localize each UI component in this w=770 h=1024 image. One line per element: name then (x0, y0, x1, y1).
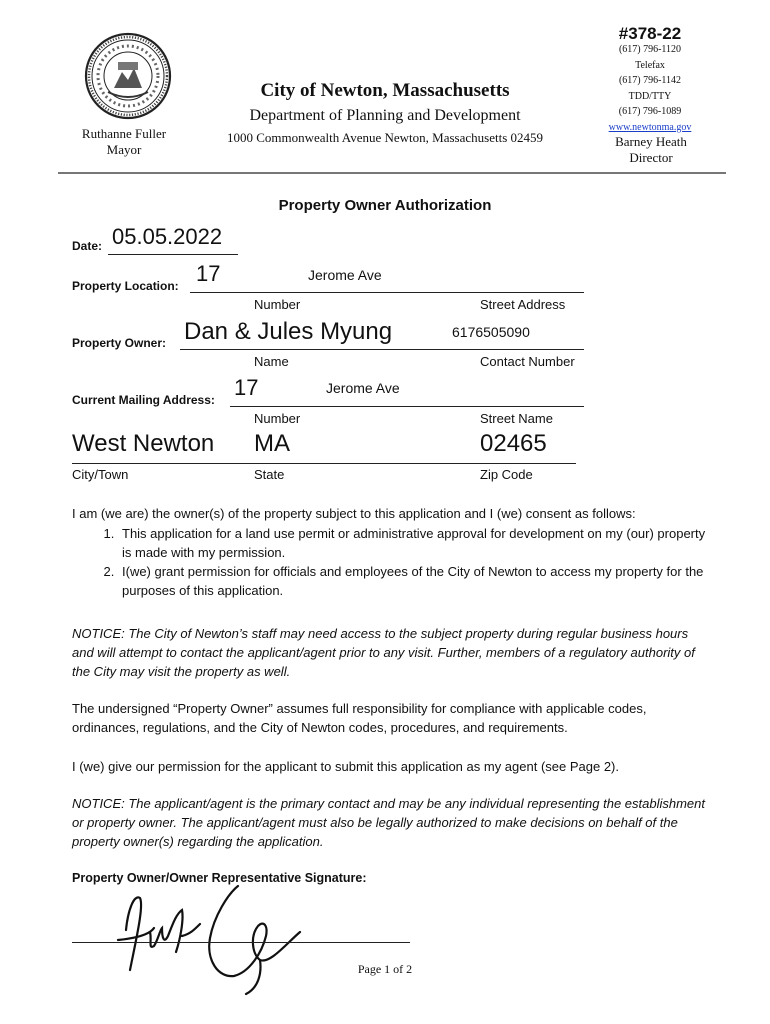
department-title: Department of Planning and Development (249, 107, 521, 124)
director-block (598, 134, 704, 166)
zip-caption: Zip Code (480, 467, 533, 482)
state-value[interactable]: MA (254, 430, 290, 457)
mayor-block (60, 126, 188, 158)
city-seal-logo (84, 32, 172, 120)
mailing-number-caption: Number (254, 411, 301, 426)
zip-value[interactable]: 02465 (480, 430, 547, 457)
consent-intro: I am (we are) the owner(s) of the property subject to this application and I (we) consent as follows: (72, 506, 636, 521)
mayor-name: Ruthanne Fuller (81, 126, 167, 141)
notice-agent: NOTICE: The applicant/agent is the primary contact and may be any individual representing the establishment or property owner. The applicant/agent must also be legally authorized to make decisions on behalf of the property owner(s) regarding the application. (72, 796, 706, 849)
mayor-title: Mayor (106, 142, 142, 157)
website-link[interactable]: www.newtonma.gov (608, 121, 692, 133)
signature-line (72, 942, 410, 943)
form-title: Property Owner Authorization (278, 197, 492, 214)
name-caption: Name (254, 354, 289, 369)
mailing-street[interactable]: Jerome Ave (326, 380, 400, 396)
property-location-line (190, 292, 584, 293)
signature-image (110, 880, 310, 998)
city-caption: City/Town (72, 467, 129, 482)
city-state-zip-line (72, 463, 576, 464)
property-owner-label: Property Owner: (72, 336, 167, 350)
mailing-address-line (230, 406, 584, 407)
telefax-number: (617) 796-1142 (618, 75, 682, 86)
page-number: Page 1 of 2 (357, 962, 413, 976)
number-caption: Number (254, 297, 301, 312)
property-owner-contact[interactable]: 6176505090 (452, 324, 530, 340)
contact-number-caption: Contact Number (480, 354, 575, 369)
property-owner-name[interactable]: Dan & Jules Myung (184, 318, 393, 345)
date-value[interactable]: 05.05.2022 (112, 224, 223, 249)
date-line (108, 254, 238, 255)
header-divider (58, 172, 726, 174)
property-location-number[interactable]: 17 (196, 261, 221, 286)
mailing-address-label: Current Mailing Address: (72, 393, 215, 407)
document-number: #378-22 (618, 24, 682, 43)
mailing-number[interactable]: 17 (234, 375, 259, 400)
department-address: 1000 Commonwealth Avenue Newton, Massachusetts 02459 (226, 130, 544, 145)
phone-number: (617) 796-1120 (618, 44, 682, 55)
property-owner-line (180, 349, 584, 350)
consent-item: 2. I(we) grant permission for officials and employees of the City of Newton to access my property for the purposes of this application. (118, 562, 712, 600)
date-label: Date: (72, 239, 103, 253)
property-location-label: Property Location: (72, 279, 179, 293)
contact-block (595, 42, 705, 135)
telefax-label: Telefax (635, 59, 665, 71)
street-address-caption: Street Address (480, 297, 566, 312)
tdd-label: TDD/TTY (628, 90, 672, 102)
agent-permission-statement: I (we) give our permission for the applicant to submit this application as my agent (see Page 2). (72, 759, 619, 774)
consent-list (72, 524, 712, 600)
street-name-caption: Street Name (480, 411, 553, 426)
city-title: City of Newton, Massachusetts (260, 80, 510, 101)
signature-label: Property Owner/Owner Representative Signature: (72, 871, 367, 885)
consent-item: 1. This application for a land use permit or administrative approval for development on my (our) property is made with my permission. (118, 524, 712, 562)
director-name: Barney Heath (615, 134, 687, 149)
notice-staff-access: NOTICE: The City of Newton’s staff may need access to the subject property during regular business hours and will attempt to contact the applicant/agent prior to any visit. Further, members of a regulatory authority of the City may visit the property as well. (72, 626, 695, 679)
director-title: Director (629, 150, 673, 165)
responsibility-statement: The undersigned “Property Owner” assumes full responsibility for compliance with applicable codes, ordinances, regulations, and the City of Newton codes, procedures, and requirements. (72, 701, 647, 735)
tdd-number: (617) 796-1089 (618, 106, 682, 117)
property-location-street[interactable]: Jerome Ave (308, 267, 382, 283)
city-value[interactable]: West Newton (72, 430, 215, 457)
state-caption: State (254, 467, 285, 482)
